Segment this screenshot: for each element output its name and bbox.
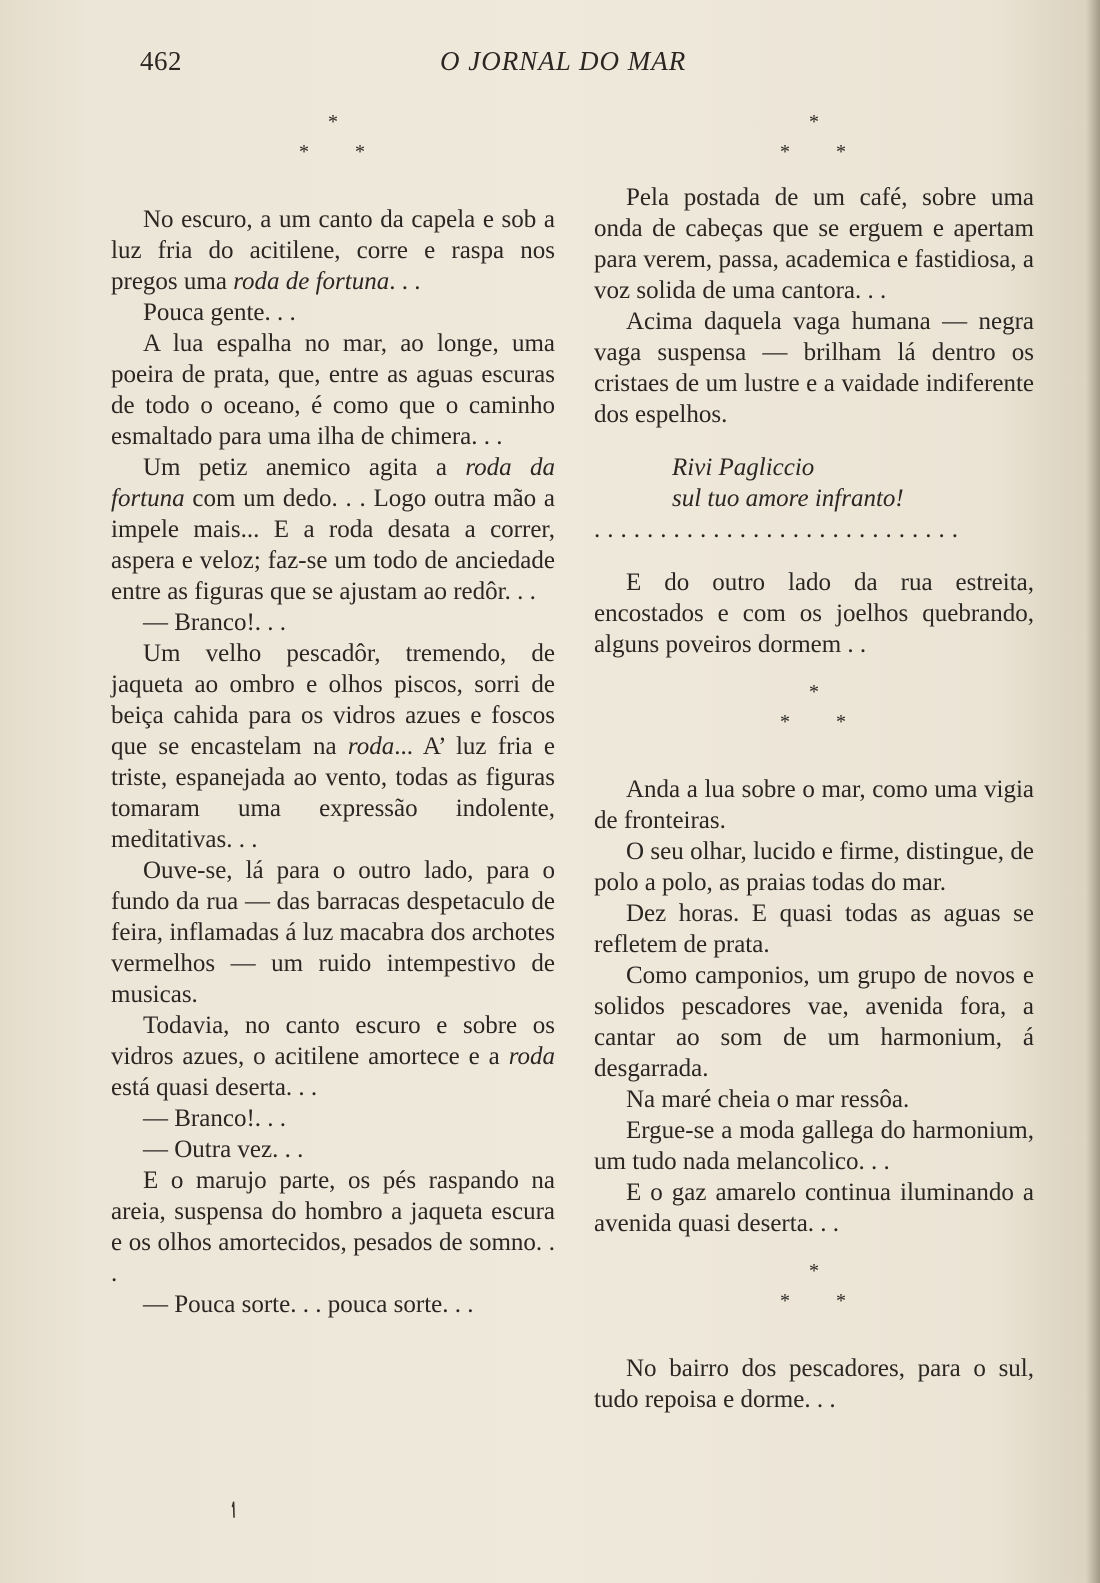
dotted-separator: ............................ [594, 516, 965, 543]
paragraph: E o marujo parte, os pés raspando na areia, suspensa do hombro a jaqueta escura e os olhos amortecidos, pesados de somno. . . [111, 1167, 555, 1287]
asterism-star: * [836, 141, 846, 163]
asterism-star: * [299, 141, 309, 163]
paragraph: Na maré cheia o mar ressôa. [626, 1086, 910, 1113]
asterism-star: * [809, 1260, 819, 1282]
section-asterism [594, 1261, 1034, 1323]
paragraph: Dez horas. E quasi todas as aguas se refletem de prata. [594, 900, 1034, 958]
paragraph: No bairro dos pescadores, para o sul, tudo repoisa e dorme. . . [594, 1355, 1034, 1413]
right-column [594, 112, 1034, 1415]
paragraph: Pouca gente. . . [143, 299, 296, 326]
asterism-star: * [809, 681, 819, 703]
asterism-star: * [780, 711, 790, 733]
paragraph: Um petiz anemico agita a roda da fortuna com um dedo. . . Logo outra mão a impele mais... E a roda desata a correr, aspera e veloz; faz-se um todo de anciedade entre as figuras que se ajustam ao redôr. . . [111, 454, 555, 605]
paragraph: Todavia, no canto escuro e sobre os vidros azues, o acitilene amortece e a roda está quasi deserta. . . [111, 1012, 555, 1101]
ink-mark-icon [224, 1498, 243, 1520]
paragraph: Um velho pescadôr, tremendo, de jaqueta ao ombro e olhos piscos, sorri de beiça cahida para os vidros azues e foscos que se encastelam na roda... A’ luz fria e triste, espanejada ao vento, todas as figuras tomaram uma expressão indolente, meditativas. . . [111, 640, 555, 853]
paragraph: Ergue-se a moda gallega do harmonium, um tudo nada melancolico. . . [594, 1117, 1034, 1175]
paragraph: E do outro lado da rua estreita, encostados e com os joelhos quebrando, alguns poveiros dormem . . [594, 569, 1034, 658]
verse-line: sul tuo amore infranto! [672, 485, 904, 512]
paragraph: Ouve-se, lá para o outro lado, para o fundo da rua — das barracas despetaculo de feira, inflamadas á luz macabra dos archotes vermelhos — um ruido intempestivo de musicas. [111, 857, 555, 1008]
asterism-star: * [780, 141, 790, 163]
asterism-star: * [328, 111, 338, 133]
paragraph: A lua espalha no mar, ao longe, uma poeira de prata, que, entre as aguas escuras de todo o oceano, é como que o caminho esmaltado para uma ilha de chimera. . . [111, 330, 555, 450]
left-column [111, 112, 555, 1320]
running-title: O JORNAL DO MAR [440, 46, 687, 76]
section-asterism [594, 112, 1034, 174]
verse-line: Rivi Pagliccio [672, 454, 815, 481]
paragraph: E o gaz amarelo continua iluminando a avenida quasi deserta. . . [594, 1179, 1034, 1237]
dialogue-line: — Pouca sorte. . . pouca sorte. . . [143, 1291, 474, 1318]
dialogue-line: — Outra vez. . . [143, 1136, 304, 1163]
asterism-star: * [836, 711, 846, 733]
paragraph: No escuro, a um canto da capela e sob a luz fria do acitilene, corre e raspa nos pregos uma roda de fortuna. . . [111, 206, 555, 295]
page-number: 462 [140, 46, 182, 76]
page-edge-shadow [1086, 0, 1100, 1583]
section-asterism [111, 112, 555, 174]
dialogue-line: — Branco!. . . [143, 609, 287, 636]
paragraph: Acima daquela vaga humana — negra vaga suspensa — brilham lá dentro os cristaes de um lustre e a vaidade indiferente dos espelhos. [594, 308, 1034, 428]
asterism-star: * [809, 111, 819, 133]
paragraph: Pela postada de um café, sobre uma onda de cabeças que se erguem e apertam para verem, passa, academica e fastidiosa, a voz solida de uma cantora. . . [594, 184, 1034, 304]
paragraph: Anda a lua sobre o mar, como uma vigia de fronteiras. [594, 776, 1034, 834]
asterism-star: * [836, 1290, 846, 1312]
asterism-star: * [780, 1290, 790, 1312]
page-header [0, 46, 1100, 86]
paragraph: Como camponios, um grupo de novos e solidos pescadores vae, avenida fora, a cantar ao som de um harmonium, á desgarrada. [594, 962, 1034, 1082]
dialogue-line: — Branco!. . . [143, 1105, 287, 1132]
asterism-star: * [355, 141, 365, 163]
section-asterism [594, 682, 1034, 744]
paragraph: O seu olhar, lucido e firme, distingue, de polo a polo, as praias todas do mar. [594, 838, 1034, 896]
